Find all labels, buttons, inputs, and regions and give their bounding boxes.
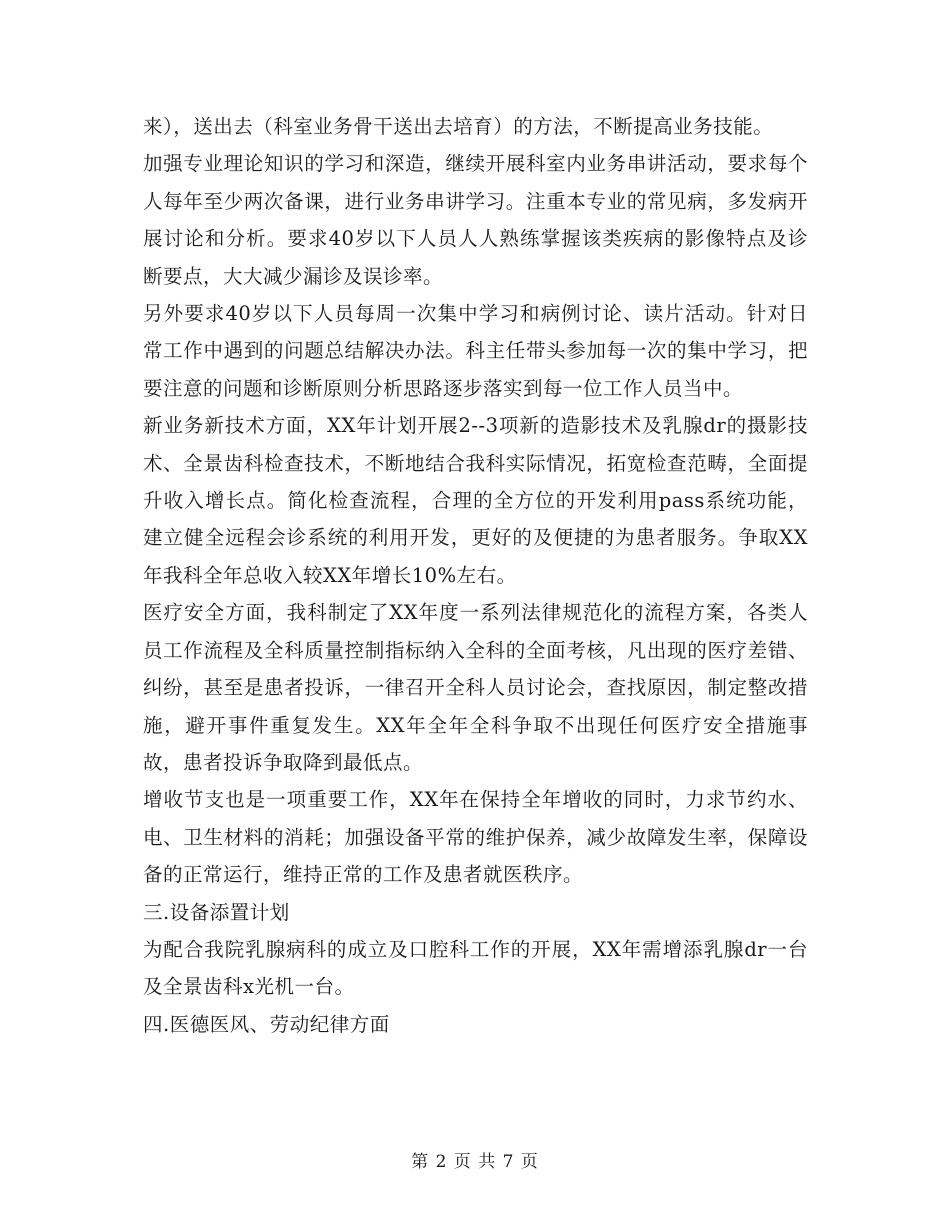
section-heading-equipment-plan: 三.设备添置计划	[143, 900, 290, 924]
document-body	[143, 108, 808, 1043]
paragraph-training-methods: 来），送出去（科室业务骨干送出去培育）的方法，不断提高业务技能。	[143, 115, 774, 138]
paragraph-medical-safety: 医疗安全方面，我科制定了XX年度一系列法律规范化的流程方案，各类人员工作流程及全科质量控制指标纳入全科的全面考核，凡出现的医疗差错、纠纷，甚至是患者投诉，一律召开全科人员讨论会，查找原因，制定整改措施，避开事件重复发生。XX年全年全科争取不出现任何医疗安全措施事故，患者投诉争取降到最低点。	[143, 601, 808, 774]
paragraph-cost-saving: 增收节支也是一项重要工作，XX年在保持全年增收的同时，力求节约水、电、卫生材料的消耗；加强设备平常的维护保养，减少故障发生率，保障设备的正常运行，维持正常的工作及患者就医秩序。	[143, 788, 808, 887]
paragraph-equipment-plan: 为配合我院乳腺病科的成立及口腔科工作的开展，XX年需增添乳腺dr一台及全景齿科x光机一台。	[143, 937, 808, 999]
paragraph-theory-study: 加强专业理论知识的学习和深造，继续开展科室内业务串讲活动，要求每个人每年至少两次备课，进行业务串讲学习。注重本专业的常见病，多发病开展讨论和分析。要求40岁以下人员人人熟练掌握该类疾病的影像特点及诊断要点，大大减少漏诊及误诊率。	[143, 152, 808, 288]
section-heading-medical-ethics: 四.医德医风、劳动纪律方面	[143, 1012, 390, 1036]
paragraph-new-technology: 新业务新技术方面，XX年计划开展2--3项新的造影技术及乳腺dr的摄影技术、全景齿科检查技术，不断地结合我科实际情况，拓宽检查范畴，全面提升收入增长点。简化检查流程，合理的全方位的开发利用pass系统功能，建立健全远程会诊系统的利用开发，更好的及便捷的为患者服务。争取XX年我科全年总收入较XX年增长10%左右。	[143, 414, 808, 587]
paragraph-weekly-study: 另外要求40岁以下人员每周一次集中学习和病例讨论、读片活动。针对日常工作中遇到的问题总结解决办法。科主任带头参加每一次的集中学习，把要注意的问题和诊断原则分析思路逐步落实到每一位工作人员当中。	[143, 302, 808, 400]
page-number-footer: 第 2 页 共 7 页	[411, 1152, 539, 1172]
